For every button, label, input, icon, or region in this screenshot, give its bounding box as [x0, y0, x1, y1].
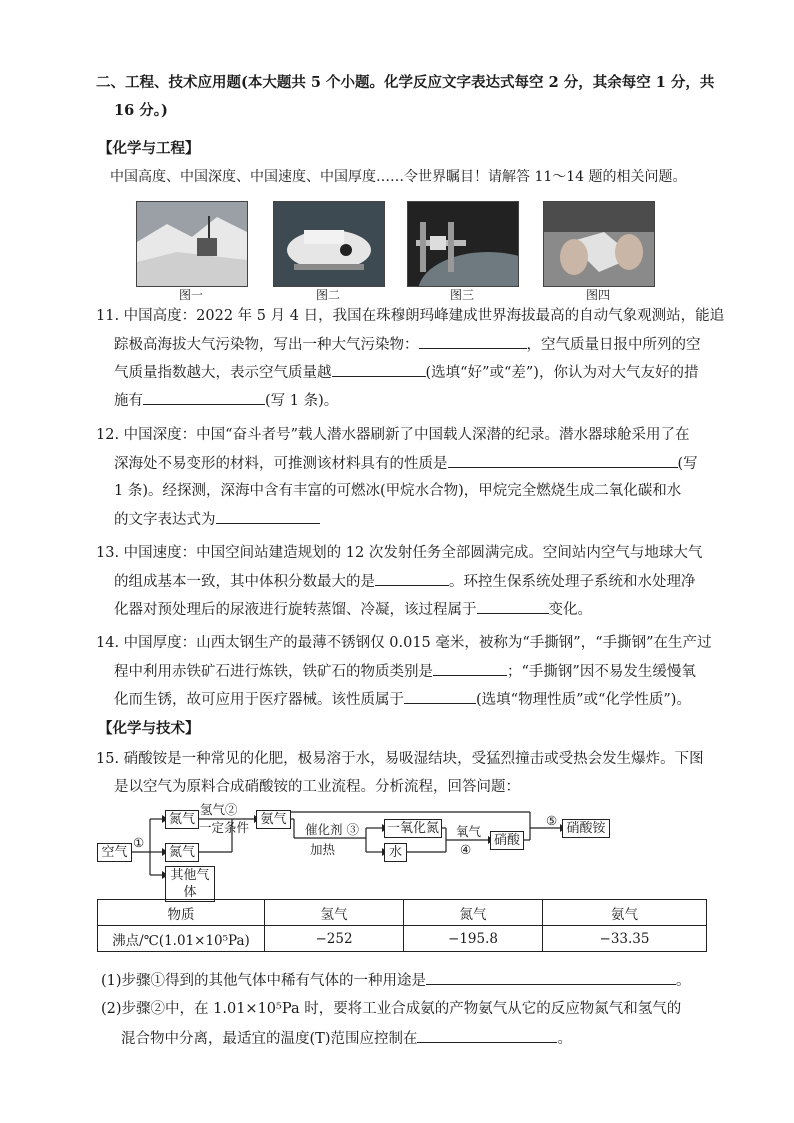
- table-header-cell: 氮气: [404, 900, 543, 926]
- table-cell: −33.35: [543, 926, 707, 952]
- flow-box-nitric-acid: 硝酸: [490, 831, 524, 850]
- figure-1-caption: 图一: [178, 288, 203, 302]
- figure-2-caption: 图二: [315, 288, 340, 302]
- q15-part1: (1)步骤①得到的其他气体中稀有气体的一种用途是 。: [101, 970, 691, 991]
- q15-part2-line2: 混合物中分离，最适宜的温度(T)范围应控制在 。: [121, 1028, 572, 1049]
- flow-box-nitrogen: 氮气: [165, 810, 199, 829]
- q14-line3: 化而生锈，故可应用于医疗器械。该性质属于 (选填“物理性质”或“化学性质”)。: [114, 689, 691, 710]
- q15-line2: 是以空气为原料合成硝酸铵的工业流程。分析流程，回答问题：: [114, 779, 520, 795]
- table-header-cell: 氢气: [265, 900, 404, 926]
- flow-box-air: 空气: [97, 843, 132, 862]
- flow-step-1: ①: [133, 835, 145, 850]
- flow-box-water: 水: [384, 843, 407, 862]
- table-header-cell: 物质: [98, 900, 265, 926]
- q15-blank-use[interactable]: [426, 970, 676, 985]
- figure-4-caption: 图四: [585, 288, 610, 302]
- flow-box-hydrogen: 氮气: [165, 843, 199, 862]
- table-cell: −195.8: [404, 926, 543, 952]
- boiling-point-table: [97, 899, 707, 952]
- table-header-cell: 氨气: [543, 900, 707, 926]
- flow-box-ammonia: 氨气: [256, 810, 291, 829]
- section-heading-cont: 16 分。): [114, 102, 168, 119]
- flow-label-catalyst: 催化剂 ③: [305, 822, 359, 837]
- flow-step-5: ⑤: [546, 813, 558, 828]
- subsection-chem-technology: 【化学与技术】: [98, 720, 200, 737]
- q11-line1: 11. 中国高度：2022 年 5 月 4 日，我国在珠穆朗玛峰建成世界海拔最高的自动气象观测站，能追: [96, 308, 725, 324]
- flow-step-4: ④: [460, 842, 472, 857]
- q14-line2: 程中利用赤铁矿石进行炼铁，铁矿石的物质类别是 ；“手撕钢”因不易发生缓慢氧: [114, 661, 696, 682]
- q15-line1: 15. 硝酸铵是一种常见的化肥，极易溶于水，易吸湿结块，受猛烈撞击或受热会发生爆炸。下图: [96, 751, 704, 767]
- subsection-chem-engineering: 【化学与工程】: [98, 140, 200, 157]
- section-heading: 二、工程、技术应用题(本大题共 5 个小题。化学反应文字表达式每空 2 分，其余每空 1 分，共: [96, 74, 715, 91]
- table-cell: −252: [265, 926, 404, 952]
- q11-line4: 施有 (写 1 条)。: [114, 390, 338, 411]
- q13-line1: 13. 中国速度：中国空间站建造规划的 12 次发射任务全部圆满完成。空间站内空气与地球大气: [96, 545, 703, 561]
- figure-3-caption: 图三: [449, 288, 474, 302]
- q11-line3: 气质量指数越大，表示空气质量越 (选填“好”或“差”)，你认为对大气友好的措: [114, 362, 698, 383]
- flow-box-other-gases: 其他气体: [165, 866, 215, 902]
- flow-label-heat: 加热: [310, 842, 336, 857]
- flow-label-oxygen: 氧气: [456, 824, 482, 839]
- q12-line3: 1 条)。经探测，深海中含有丰富的可燃冰(甲烷水合物)，甲烷完全燃烧生成二氧化碳和水: [114, 483, 682, 499]
- q12-line2: 深海处不易变形的材料，可推测该材料具有的性质是 (写: [114, 453, 698, 474]
- q13-line2: 的组成基本一致，其中体积分数最大的是 。环控生保系统处理子系统和水处理净: [114, 571, 696, 592]
- table-row: [98, 900, 707, 926]
- q13-line3: 化器对预处理后的尿液进行旋转蒸馏、冷凝，该过程属于 变化。: [114, 599, 592, 620]
- table-row: [98, 926, 707, 952]
- q15-blank-temperature[interactable]: [417, 1028, 557, 1043]
- flow-box-no: 一氧化氮: [384, 819, 442, 838]
- flow-label-condition: 一定条件: [199, 820, 250, 835]
- flow-label-h2-step2: 氢气②: [200, 802, 238, 817]
- q15-part2-line1: (2)步骤②中，在 1.01×10⁵Pa 时，要将工业合成氨的产物氨气从它的反应物氮气和氢气的: [101, 1001, 682, 1017]
- table-row-label: 沸点/℃(1.01×10⁵Pa): [98, 926, 265, 952]
- intro-text: 中国高度、中国深度、中国速度、中国厚度……令世界瞩目！请解答 11～14 题的相关问题。: [110, 169, 687, 185]
- q11-line2: 踪极高海拔大气污染物，写出一种大气污染物： ，空气质量日报中所列的空: [114, 334, 701, 355]
- q14-line1: 14. 中国厚度：山西太钢生产的最薄不锈钢仅 0.015 毫米，被称为“手撕钢”，“手撕钢”在生产过: [96, 635, 712, 651]
- q12-line4: 的文字表达式为: [114, 509, 320, 530]
- flow-box-ammonium-nitrate: 硝酸铵: [562, 819, 610, 838]
- q12-line1: 12. 中国深度：中国“奋斗者号”载人潜水器刷新了中国载人深潜的纪录。潜水器球舱采用了在: [96, 427, 690, 443]
